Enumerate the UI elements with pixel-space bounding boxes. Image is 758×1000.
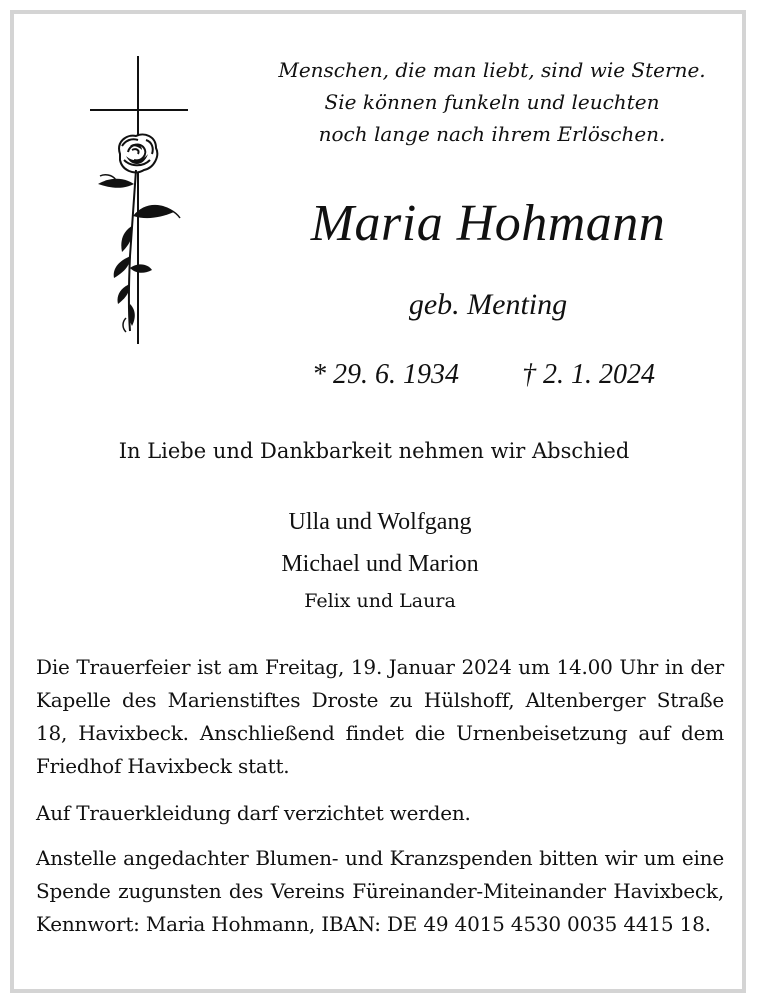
quote-line-3: noch lange nach ihrem Erlöschen.	[318, 122, 666, 146]
quote-line-2: Sie können funkeln und leuchten	[324, 90, 660, 114]
birth-name: geb. Menting	[408, 288, 568, 321]
quote-line-1: Menschen, die man liebt, sind wie Sterne.	[278, 58, 706, 82]
family-line-2: Michael und Marion	[281, 551, 479, 577]
deceased-name: Maria Hohmann	[310, 195, 666, 252]
birth-date: * 29. 6. 1934	[312, 359, 459, 390]
family-line-3: Felix und Laura	[304, 590, 456, 612]
ceremony-paragraph: Die Trauerfeier ist am Freitag, 19. Januar 2024 um 14.00 Uhr in der Kapelle des Marienstiftes Droste zu Hülshoff, Altenberger Straße 18, Havixbeck. Anschließend findet die Urnenbeisetzung auf dem Friedhof Havixbeck statt.	[36, 655, 724, 778]
memorial-quote	[262, 54, 722, 150]
dress-code-paragraph: Auf Trauerkleidung darf verzichtet werden.	[36, 801, 471, 825]
family-line-1: Ulla und Wolfgang	[288, 509, 472, 535]
cross-with-rose-icon	[86, 56, 196, 348]
death-date: † 2. 1. 2024	[522, 359, 655, 390]
farewell-line: In Liebe und Dankbarkeit nehmen wir Abschied	[118, 439, 630, 463]
donation-paragraph: Anstelle angedachter Blumen- und Kranzspenden bitten wir um eine Spende zugunsten des Vereins Füreinander-Miteinander Havixbeck, Kennwort: Maria Hohmann, IBAN: DE 49 4015 4530 0035 4415 18.	[36, 846, 724, 936]
